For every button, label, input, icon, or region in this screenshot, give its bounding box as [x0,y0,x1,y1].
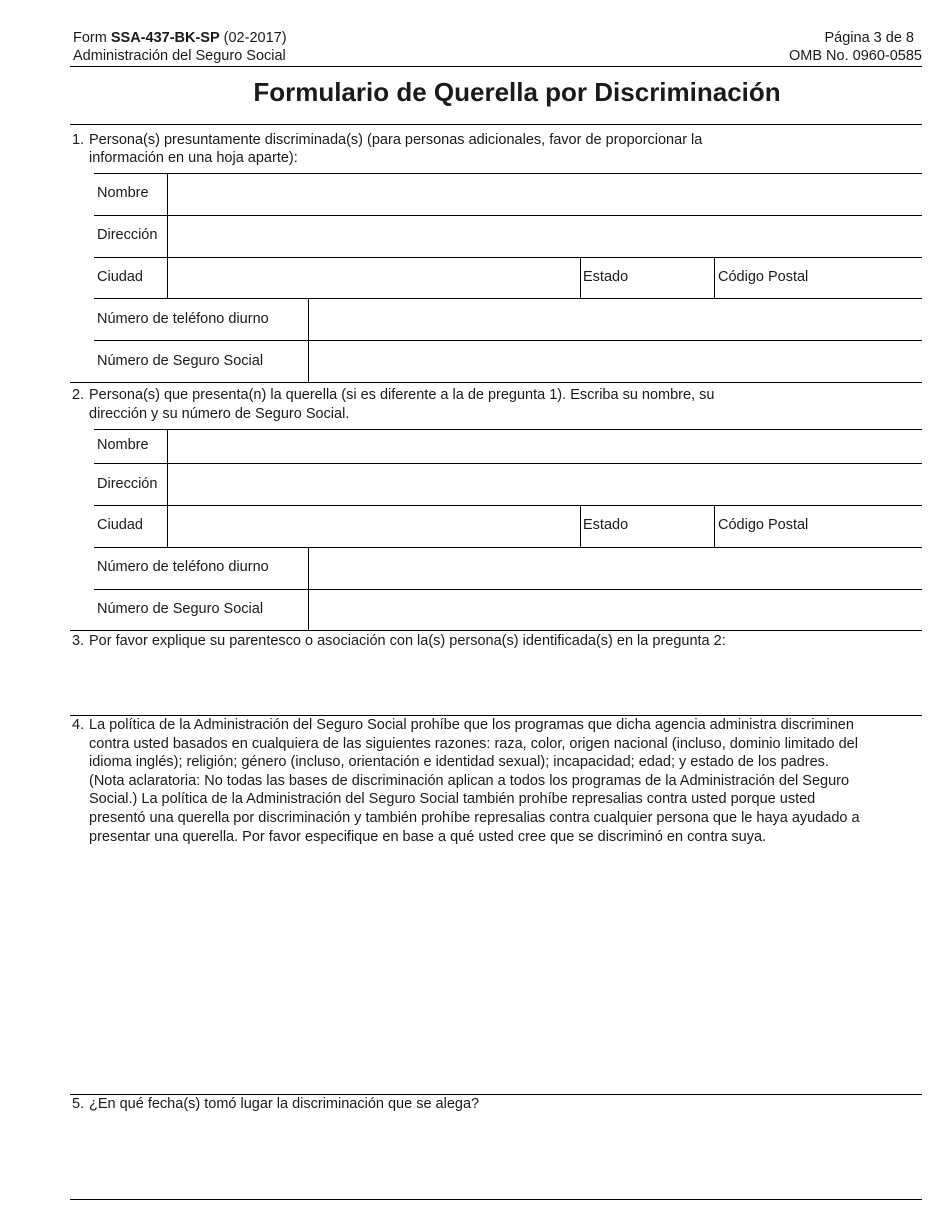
section-divider [70,1199,922,1200]
q1-city-field[interactable] [168,258,580,298]
field-divider [714,257,715,298]
name-label: Nombre [97,185,149,201]
q2-name-field[interactable] [168,430,922,463]
question-text: Por favor explique su parentesco o asociación con la(s) persona(s) identificada(s) en la pregunta 2: [89,633,726,649]
question-text: ¿En qué fecha(s) tomó lugar la discriminación que se alega? [89,1096,480,1112]
city-label: Ciudad [97,269,143,285]
form-date: (02-2017) [219,30,287,46]
q1-ssn-field[interactable] [309,341,922,382]
question-text-line: Persona(s) que presenta(n) la querella (si es diferente a la de pregunta 1). Escriba su nombre, su [89,387,715,403]
question-number: 1. [72,132,85,148]
form-id [73,29,287,47]
question-text-line: Social.) La política de la Administración del Seguro Social también prohíbe represalias contra usted porque usted [89,791,816,807]
question-text-line: (Nota aclaratoria: No todas las bases de discriminación aplican a todos los programas de la Administración del Seguro [89,773,850,789]
zip-label: Código Postal [718,269,809,285]
title-divider [70,124,922,125]
state-label: Estado [583,517,629,533]
phone-label: Número de teléfono diurno [97,559,269,575]
q2-city-field[interactable] [168,506,580,547]
header-divider [70,66,922,67]
address-label: Dirección [97,227,158,243]
page-number: Página 3 de 8 [824,30,914,46]
q2-address-field[interactable] [168,464,922,505]
field-divider [580,505,581,547]
question-number: 4. [72,717,85,733]
q3-answer-area[interactable] [89,652,922,714]
field-divider [714,505,715,547]
q5-answer-area[interactable] [89,1116,922,1198]
field-divider [580,257,581,298]
q2-ssn-field[interactable] [309,590,922,630]
agency-name: Administración del Seguro Social [73,48,286,64]
question-text-line: Persona(s) presuntamente discriminada(s) (para personas adicionales, favor de proporcionar la [89,132,703,148]
q4-answer-area[interactable] [89,850,922,1093]
zip-label: Código Postal [718,517,809,533]
page-title: Formulario de Querella por Discriminación [253,77,781,107]
q1-name-field[interactable] [168,174,922,215]
form-prefix: Form [73,30,111,46]
q1-phone-field[interactable] [309,299,922,340]
phone-label: Número de teléfono diurno [97,311,269,327]
omb-number: OMB No. 0960-0585 [789,48,922,64]
question-number: 3. [72,633,85,649]
field-border [70,382,922,383]
question-text-line: presentar una querella. Por favor especifique en base a qué usted cree que se discriminó en contra suya. [89,829,767,845]
question-text-line: presentó una querella por discriminación y también prohíbe represalias contra cualquier persona que le haya ayudado a [89,810,860,826]
state-label: Estado [583,269,629,285]
q2-zip-field[interactable] [820,506,922,547]
field-border [70,630,922,631]
q1-zip-field[interactable] [820,258,922,298]
q1-address-field[interactable] [168,216,922,257]
ssn-label: Número de Seguro Social [97,601,264,617]
q1-state-field[interactable] [640,258,714,298]
address-label: Dirección [97,476,158,492]
question-number: 2. [72,387,85,403]
ssn-label: Número de Seguro Social [97,353,264,369]
question-text-line: información en una hoja aparte): [89,150,298,166]
q2-phone-field[interactable] [309,548,922,589]
q2-state-field[interactable] [640,506,714,547]
question-text-line: La política de la Administración del Seguro Social prohíbe que los programas que dicha agencia administra discriminen [89,717,854,733]
question-text-line: idioma inglés); religión; género (incluso, orientación e identidad sexual); incapacidad; edad; y estado de los padres. [89,754,829,770]
question-number: 5. [72,1096,85,1112]
form-number: SSA-437-BK-SP [110,30,220,46]
city-label: Ciudad [97,517,143,533]
question-text-line: contra usted basados en cualquiera de las siguientes razones: raza, color, origen nacional (incluso, dominio limitado del [89,736,858,752]
question-text-line: dirección y su número de Seguro Social. [89,406,350,422]
name-label: Nombre [97,437,149,453]
